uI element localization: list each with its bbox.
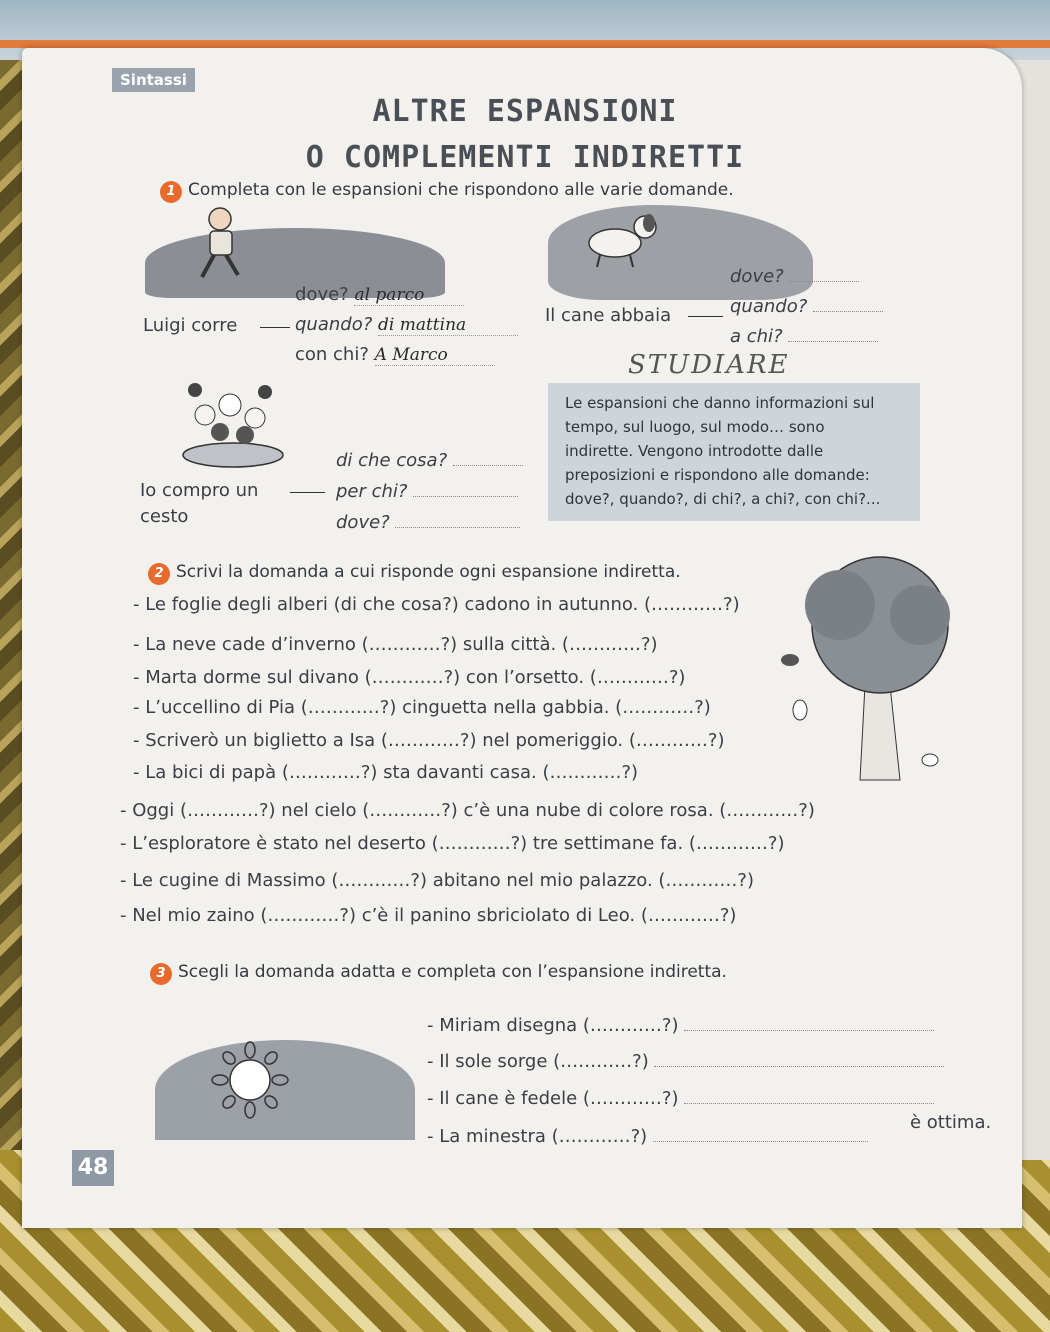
cesto-sentence-line1: Io compro un	[140, 480, 259, 501]
page-title-line2: O COMPLEMENTI INDIRETTI	[305, 140, 745, 175]
cane-sentence: Il cane abbaia	[545, 305, 672, 326]
ex2-number-badge: 2	[148, 563, 170, 585]
arrow	[260, 327, 290, 328]
cane-q2: quando?	[730, 296, 883, 317]
boy-icon	[190, 205, 250, 285]
info-line4: preposizioni e rispondono alle domande:	[565, 466, 870, 484]
ex1-instruction-row	[160, 180, 734, 203]
ex1-instruction: Completa con le espansioni che rispondono alle varie domande.	[188, 180, 734, 200]
cane-a3-blank[interactable]	[788, 327, 878, 342]
cesto-q2: per chi?	[336, 481, 518, 502]
ex2-line-6: - La bici di papà (…………?) sta davanti casa. (…………?)	[133, 762, 639, 783]
ex3-ending: è ottima.	[910, 1112, 992, 1133]
arrow	[688, 316, 723, 317]
info-line2: tempo, sul luogo, sul modo… sono	[565, 418, 825, 436]
ex2-line-1: - Le foglie degli alberi (di che cosa?) cadono in autunno. (…………?)	[133, 594, 740, 615]
ex2-line-7: - Oggi (…………?) nel cielo (…………?) c’è una nube di colore rosa. (…………?)	[120, 800, 815, 821]
ex3-answer-2[interactable]	[654, 1052, 944, 1067]
ex3-answer-3[interactable]	[684, 1089, 934, 1104]
ex2-line-9: - Le cugine di Massimo (…………?) abitano nel mio palazzo. (…………?)	[120, 870, 754, 891]
arrow	[290, 492, 325, 493]
cesto-q1: di che cosa?	[336, 450, 523, 471]
dog-icon	[575, 205, 665, 270]
handwritten-note: STUDIARE	[628, 350, 790, 380]
ex3-answer-4[interactable]	[653, 1127, 868, 1142]
book-edge	[0, 40, 1050, 48]
ex3-line-2: - Il sole sorge (…………?)	[427, 1051, 944, 1072]
cesto-sentence-line2: cesto	[140, 506, 189, 527]
ex3-line-4: - La minestra (…………?)	[427, 1126, 868, 1147]
flower-basket-icon	[165, 370, 295, 475]
cane-q1: dove?	[730, 266, 859, 287]
luigi-q2: quando? di mattina	[295, 314, 518, 336]
page-number: 48	[72, 1150, 114, 1186]
ex2-line-8: - L’esploratore è stato nel deserto (…………?) tre settimane fa. (…………?)	[120, 833, 785, 854]
luigi-a1[interactable]: al parco	[354, 285, 464, 306]
ex2-line-5: - Scriverò un biglietto a Isa (…………?) nel pomeriggio. (…………?)	[133, 730, 725, 751]
cesto-a1-blank[interactable]	[453, 451, 523, 466]
luigi-sentence: Luigi corre	[143, 315, 238, 336]
cane-a2-blank[interactable]	[813, 297, 883, 312]
ex1-number-badge: 1	[160, 181, 182, 203]
ex2-line-3: - Marta dorme sul divano (…………?) con l’orsetto. (…………?)	[133, 667, 686, 688]
section-label: Sintassi	[112, 68, 195, 92]
ex3-instruction: Scegli la domanda adatta e completa con l’espansione indiretta.	[178, 962, 727, 982]
cesto-a3-blank[interactable]	[395, 513, 520, 528]
cane-a1-blank[interactable]	[789, 267, 859, 282]
ex3-instruction-row	[150, 962, 727, 985]
ex2-line-10: - Nel mio zaino (…………?) c’è il panino sbriciolato di Leo. (…………?)	[120, 905, 737, 926]
cane-q3: a chi?	[730, 326, 878, 347]
sun-icon	[205, 1040, 295, 1120]
tree-icon	[770, 545, 970, 785]
ex2-line-2: - La neve cade d’inverno (…………?) sulla città. (…………?)	[133, 634, 658, 655]
ex3-answer-1[interactable]	[684, 1016, 934, 1031]
ex2-instruction-row	[148, 562, 681, 585]
luigi-a3[interactable]: A Marco	[375, 345, 495, 366]
cesto-q3: dove?	[336, 512, 520, 533]
ex3-number-badge: 3	[150, 963, 172, 985]
ex3-line-1: - Miriam disegna (…………?)	[427, 1015, 934, 1036]
cesto-a2-blank[interactable]	[413, 482, 518, 497]
ex2-line-4: - L’uccellino di Pia (…………?) cinguetta nella gabbia. (…………?)	[133, 697, 711, 718]
info-line1: Le espansioni che danno informazioni sul	[565, 394, 875, 412]
info-line3: indirette. Vengono introdotte dalle	[565, 442, 824, 460]
info-line5: dove?, quando?, di chi?, a chi?, con chi?...	[565, 490, 881, 508]
luigi-q3: con chi? A Marco	[295, 344, 495, 366]
luigi-q1: dove? al parco	[295, 284, 464, 306]
ex2-instruction: Scrivi la domanda a cui risponde ogni espansione indiretta.	[176, 562, 681, 582]
luigi-a2[interactable]: di mattina	[378, 315, 518, 336]
ex3-line-3: - Il cane è fedele (…………?)	[427, 1088, 934, 1109]
page-title-line1: ALTRE ESPANSIONI	[372, 94, 678, 129]
